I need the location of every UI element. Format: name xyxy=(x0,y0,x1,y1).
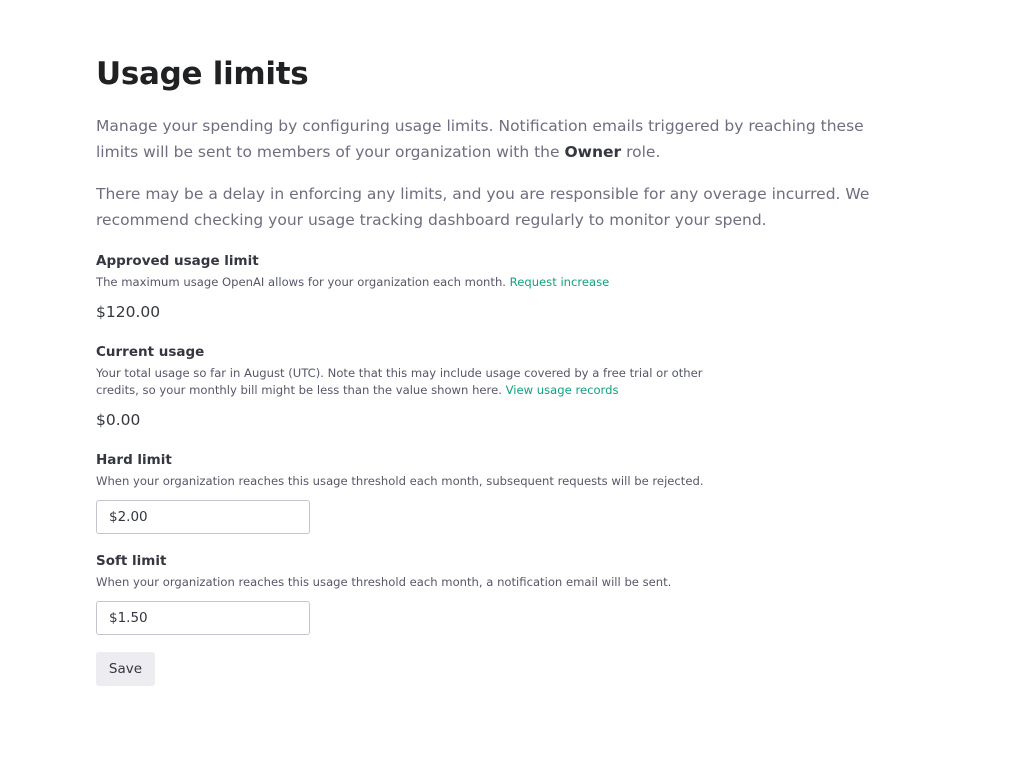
intro-text-1-end: role. xyxy=(621,143,661,161)
page-title: Usage limits xyxy=(96,56,309,92)
current-usage-description xyxy=(96,365,716,399)
soft-limit-input[interactable] xyxy=(96,601,310,635)
soft-limit-description: When your organization reaches this usage threshold each month, a notification email will be sent. xyxy=(96,575,672,589)
current-usage-value: $0.00 xyxy=(96,411,141,429)
intro-text-1: Manage your spending by configuring usage limits. Notification emails triggered by reaching these limits will be sent to members of your organization with the xyxy=(96,117,864,161)
approved-usage-section xyxy=(96,252,896,322)
approved-usage-title: Approved usage limit xyxy=(96,253,259,269)
save-button[interactable]: Save xyxy=(96,652,155,686)
view-usage-records-link[interactable]: View usage records xyxy=(505,383,619,397)
hard-limit-section xyxy=(96,451,896,534)
intro-paragraph-2: There may be a delay in enforcing any limits, and you are responsible for any overage incurred. We recommend checking your usage tracking dashboard regularly to monitor your spend. xyxy=(96,185,870,229)
request-increase-link[interactable]: Request increase xyxy=(509,275,610,289)
approved-usage-description xyxy=(96,274,896,291)
usage-limits-content xyxy=(96,54,896,686)
soft-limit-title: Soft limit xyxy=(96,553,167,569)
hard-limit-title: Hard limit xyxy=(96,452,172,468)
hard-limit-input[interactable] xyxy=(96,500,310,534)
owner-role-text: Owner xyxy=(564,143,622,161)
approved-usage-value: $120.00 xyxy=(96,303,161,321)
current-usage-title: Current usage xyxy=(96,344,205,360)
intro-paragraph-1 xyxy=(96,113,886,165)
current-usage-description-text: Your total usage so far in August (UTC). Note that this may include usage covered by a free trial or other credits, so your monthly bill might be less than the value shown here. xyxy=(96,366,703,397)
hard-limit-description: When your organization reaches this usage threshold each month, subsequent requests will be rejected. xyxy=(96,474,704,488)
current-usage-section xyxy=(96,343,896,430)
soft-limit-section xyxy=(96,552,896,635)
approved-usage-description-text: The maximum usage OpenAI allows for your organization each month. xyxy=(96,275,510,289)
